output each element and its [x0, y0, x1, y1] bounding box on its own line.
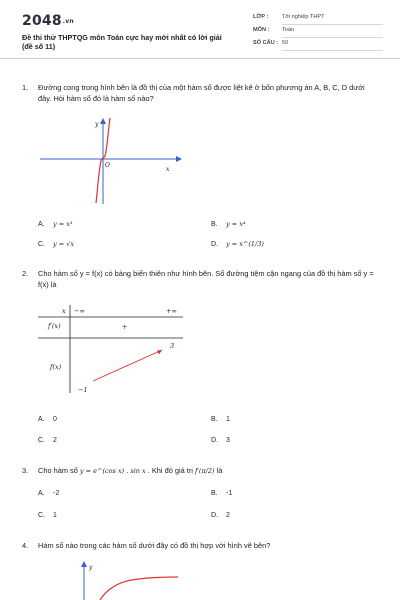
- question-number: 1.: [22, 83, 29, 92]
- question-text: [38, 465, 378, 477]
- option-letter: A.: [38, 416, 45, 423]
- origin-label: O: [105, 162, 110, 169]
- question-formula: y = e^(cos x) . sin x: [79, 467, 146, 475]
- option-text: y = √x: [53, 240, 75, 248]
- question-1: [22, 82, 378, 104]
- question-4: [22, 540, 378, 551]
- variation-table-lines: [38, 305, 183, 393]
- x-arrow-icon: [176, 156, 182, 162]
- q2-option-b[interactable]: [211, 416, 230, 423]
- site-logo[interactable]: [22, 13, 74, 29]
- q1-option-b[interactable]: [211, 220, 246, 228]
- q3-option-d[interactable]: [211, 512, 230, 519]
- question-4-graph: [70, 560, 180, 600]
- table-x-label: x: [62, 307, 66, 315]
- option-letter: D.: [211, 437, 218, 444]
- meta-key: LỚP :: [253, 14, 269, 20]
- log-curve: [100, 577, 178, 600]
- option-letter: A.: [38, 220, 45, 228]
- y-label: y: [95, 121, 99, 128]
- option-letter: C.: [38, 512, 45, 519]
- option-letter: A.: [38, 490, 45, 497]
- meta-value: Toán: [282, 27, 383, 38]
- table-fprime-sign: +: [122, 323, 128, 331]
- meta-value: 50: [282, 40, 383, 51]
- option-text: y = x⁴: [226, 220, 246, 228]
- question-text-part: . Khi đó giá trị: [147, 466, 193, 475]
- increasing-arrow: [93, 350, 162, 381]
- question-formula: f′(π/2): [195, 467, 215, 475]
- question-text: Đường cong trong hình bên là đồ thị của một hàm số được liệt kê ở bốn phương án A, B, C, D dưới đây. Hỏi hàm số đó là hàm số nào?: [38, 83, 365, 103]
- document-meta: [253, 14, 383, 53]
- question-number: 4.: [22, 541, 29, 550]
- y-arrow-icon: [81, 561, 87, 567]
- question-number: 2.: [22, 269, 29, 278]
- question-text: Hàm số nào trong các hàm số dưới đây có đồ thị hợp với hình vẽ bên?: [38, 541, 271, 550]
- option-text: 1: [53, 512, 57, 519]
- question-text-part: Cho hàm số: [38, 466, 78, 475]
- table-x-right: +∞: [166, 307, 177, 315]
- option-text: y = x^(1/3): [226, 240, 264, 248]
- option-letter: D.: [211, 240, 218, 248]
- option-text: 0: [53, 416, 57, 423]
- question-number: 3.: [22, 466, 29, 475]
- x-label: x: [166, 166, 170, 173]
- option-letter: C.: [38, 437, 45, 444]
- option-text: 3: [226, 437, 230, 444]
- logo-suffix: .vn: [62, 17, 74, 25]
- meta-key: MÔN :: [253, 27, 270, 33]
- table-x-left: −∞: [74, 307, 85, 315]
- option-text: 2: [226, 512, 230, 519]
- option-letter: C.: [38, 240, 45, 248]
- table-fprime-label: f′(x): [48, 322, 61, 330]
- logo-text: 2048: [22, 13, 62, 29]
- meta-row-subject: [253, 27, 383, 40]
- document-title: Đề thi thử THPTQG môn Toán cực hay mới nhất có lời giải (đề số 11): [22, 33, 222, 51]
- question-3: [22, 465, 378, 477]
- q3-option-c[interactable]: [38, 512, 57, 519]
- meta-value: Tốt nghiệp THPT: [282, 14, 383, 25]
- option-text: 2: [53, 437, 57, 444]
- option-text: -2: [53, 490, 60, 497]
- question-2: [22, 268, 378, 290]
- q2-option-d[interactable]: [211, 437, 230, 444]
- q2-option-c[interactable]: [38, 437, 57, 444]
- table-f-right: 3: [170, 342, 175, 350]
- table-f-left: −1: [78, 386, 88, 394]
- option-letter: B.: [211, 416, 218, 423]
- question-1-graph: [38, 116, 188, 206]
- q1-option-a[interactable]: [38, 220, 73, 228]
- q2-option-a[interactable]: [38, 416, 57, 423]
- y-label: y: [89, 564, 93, 571]
- question-text: Cho hàm số y = f(x) có bảng biến thiên như hình bên. Số đường tiệm cận ngang của đồ thị hàm số y = f(x) là: [38, 269, 374, 289]
- table-f-label: f(x): [50, 363, 62, 371]
- meta-row-class: [253, 14, 383, 27]
- q1-option-d[interactable]: [211, 240, 264, 248]
- q1-option-c[interactable]: [38, 240, 74, 248]
- option-letter: B.: [211, 220, 218, 228]
- variation-table: [38, 305, 183, 393]
- option-text: y = x³: [53, 220, 73, 228]
- meta-row-count: [253, 40, 383, 53]
- document-header: [0, 0, 400, 59]
- option-letter: B.: [211, 490, 218, 497]
- option-text: -1: [226, 490, 233, 497]
- option-letter: D.: [211, 512, 218, 519]
- meta-key: SỐ CÂU :: [253, 40, 279, 46]
- question-text-part: là: [216, 466, 223, 475]
- y-arrow-icon: [100, 118, 106, 124]
- option-text: 1: [226, 416, 230, 423]
- q3-option-b[interactable]: [211, 490, 232, 497]
- q3-option-a[interactable]: [38, 490, 59, 497]
